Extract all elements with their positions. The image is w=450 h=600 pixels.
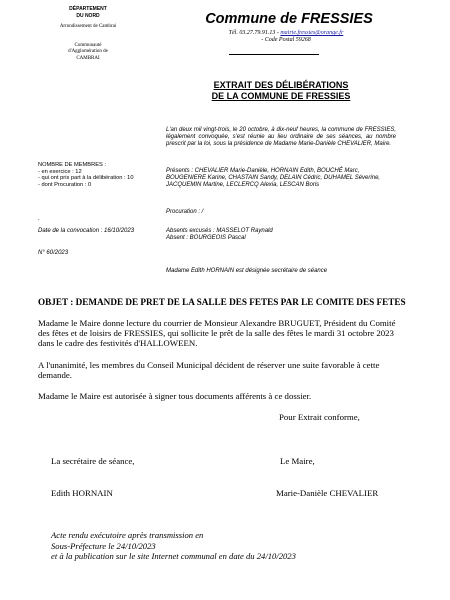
- executory-note: [51, 530, 296, 562]
- body-paragraph-3: Madame le Maire est autorisée à signer tous documents afférents à ce dossier.: [38, 391, 312, 401]
- heading-line1: EXTRAIT DES DÉLIBÉRATIONS: [213, 80, 349, 90]
- deliberation-number: N° 60/2023: [38, 250, 69, 256]
- separator-dot: .: [38, 216, 40, 222]
- department-line1: DÉPARTEMENT: [69, 6, 107, 12]
- object-title: OBJET : DEMANDE DE PRET DE LA SALLE DES FETES PAR LE COMITE DES FETES: [38, 297, 406, 307]
- date-convocation: Date de la convocation : 16/10/2023: [38, 228, 135, 234]
- pour-extrait-conforme: Pour Extrait conforme,: [279, 412, 360, 422]
- commune-contact: [186, 30, 386, 45]
- communaute-line1: Communauté: [74, 42, 102, 48]
- arrondissement: Arrondissement de Cambrai: [59, 24, 117, 30]
- members-title: NOMBRE DE MEMBRES :: [38, 162, 106, 168]
- body-paragraph-1: Madame le Maire donne lecture du courrier de Monsieur Alexandre BRUGUET, Président du Comité des fêtes et de loisirs de FRESSIES, qui sollicite le prêt de la salle des fêtes le mardi 31 octobre 2023 dans le cadre des festivités d'HALLOWEEN.: [38, 318, 396, 348]
- mayor-signature-title: Le Maire,: [280, 456, 315, 466]
- members-deliberation: - qui ont pris part à la délibération : 10: [38, 175, 134, 182]
- secretary-designation: Madame Edith HORNAIN est désignée secrétaire de séance: [166, 268, 328, 274]
- procuration-line: Procuration : /: [166, 209, 204, 215]
- department-line2: DU NORD: [76, 12, 100, 19]
- postal-code: - Code Postal 59268: [261, 37, 311, 44]
- phone-number: Tél. 03.27.79.91.13 -: [228, 30, 281, 36]
- members-procuration: - dont Procuration : 0: [38, 182, 92, 189]
- secretary-name: Edith HORNAIN: [51, 488, 113, 498]
- absents-excuses: Absents excusés : MASSELOT Raynald: [166, 228, 273, 234]
- communaute-line2: d'Agglomération de: [68, 49, 108, 55]
- body-paragraph-2: A l'unanimité, les membres du Conseil Municipal décident de réserver une suite favorable à cette demande.: [38, 360, 380, 380]
- document-heading: [183, 80, 379, 101]
- presents-list: Présents : CHEVALIER Marie-Danièle, HORNAIN Edith, BOUCHÉ Marc, BOUGENIERE Karine, CHASTAIN Sandy, DELAIN Cédric, DUHAMEL Séverine, JACQUEMIN Martine, LECLERCQ Alexia, LESCAN Boris: [166, 168, 381, 188]
- members-en-exercice: - en exercice : 12: [38, 168, 82, 175]
- absent: Absent : BOURGEOIS Pascal: [166, 235, 246, 242]
- email-link[interactable]: mairie.fressies@orange.fr: [280, 30, 344, 36]
- footer-line3: et à la publication sur le site Internet communal en date du 24/10/2023: [51, 551, 296, 562]
- members-block: [38, 162, 168, 189]
- absents-block: [166, 228, 273, 243]
- secretary-signature-title: La secrétaire de séance,: [51, 456, 135, 466]
- mayor-name: Marie-Danièle CHEVALIER: [276, 488, 379, 498]
- preamble-text: L'an deux mil vingt-trois, le 20 octobre, à dix-neuf heures, la commune de FRESSIES, légalement convoquée, s'est réunie au lieu ordinaire de ses séances, au nombre prescrit par la loi, sous la présidence de Madame Marie-Danièle CHEVALIER, Maire.: [166, 127, 396, 147]
- heading-line2: DE LA COMMUNE DE FRESSIES: [211, 90, 351, 101]
- footer-line2: Sous-Préfecture le 24/10/2023: [51, 540, 156, 551]
- communaute-line3: CAMBRAI: [76, 55, 100, 61]
- footer-line1: Acte rendu exécutoire après transmission en: [51, 530, 204, 540]
- commune-title: Commune de FRESSIES: [205, 11, 373, 27]
- header-divider: [229, 54, 319, 55]
- department-block: [40, 6, 136, 63]
